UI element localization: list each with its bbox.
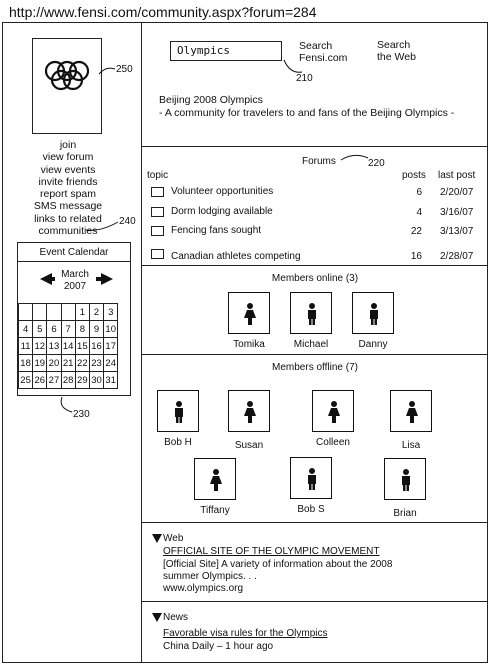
community-description: - A community for travelers to and fans of the Beijing Olympics - bbox=[159, 107, 455, 119]
female-person-icon bbox=[326, 401, 342, 423]
member-card bbox=[286, 457, 336, 515]
member-name[interactable]: Colleen bbox=[316, 437, 350, 448]
calendar-day[interactable]: 15 bbox=[75, 338, 89, 355]
members-offline-heading: Members offline (7) bbox=[272, 362, 358, 373]
ref-210: 210 bbox=[296, 73, 313, 84]
calendar-day[interactable]: 26 bbox=[33, 372, 47, 389]
calendar-day[interactable]: 10 bbox=[104, 321, 118, 338]
male-person-icon bbox=[398, 469, 414, 491]
calendar-year: 2007 bbox=[63, 281, 87, 292]
calendar-day[interactable]: 16 bbox=[89, 338, 103, 355]
related-communities-link[interactable]: links to related bbox=[34, 212, 102, 225]
calendar-day[interactable]: 9 bbox=[89, 321, 103, 338]
ref-230: 230 bbox=[73, 409, 90, 420]
member-avatar[interactable] bbox=[290, 457, 332, 499]
member-card bbox=[153, 390, 203, 448]
forums-heading: Forums bbox=[302, 156, 336, 167]
calendar-day[interactable]: 17 bbox=[104, 338, 118, 355]
forum-last-post: 3/16/07 bbox=[440, 207, 474, 218]
news-result-title-link[interactable]: Favorable visa rules for the Olympics bbox=[163, 628, 328, 639]
calendar-day[interactable]: 14 bbox=[61, 338, 75, 355]
member-name[interactable]: Tiffany bbox=[200, 505, 230, 516]
forum-posts: 22 bbox=[410, 226, 422, 237]
calendar-day[interactable]: 29 bbox=[75, 372, 89, 389]
member-card bbox=[348, 292, 398, 350]
news-section-label: News bbox=[163, 612, 189, 623]
member-avatar[interactable] bbox=[384, 458, 426, 500]
ref-240: 240 bbox=[119, 216, 136, 227]
female-person-icon bbox=[404, 401, 420, 423]
forum-last-post: 3/13/07 bbox=[440, 226, 474, 237]
member-avatar[interactable] bbox=[390, 390, 432, 432]
forum-topic-link[interactable]: Dorm lodging available bbox=[171, 206, 273, 217]
male-person-icon bbox=[304, 303, 320, 325]
calendar-day[interactable]: 11 bbox=[19, 338, 33, 355]
section-divider bbox=[142, 354, 488, 355]
calendar-day[interactable]: 7 bbox=[61, 321, 75, 338]
web-result-title-link[interactable]: OFFICIAL SITE OF THE OLYMPIC MOVEMENT bbox=[163, 546, 380, 557]
member-avatar[interactable] bbox=[290, 292, 332, 334]
news-section-toggle[interactable] bbox=[152, 612, 188, 623]
forum-topic-link[interactable]: Fencing fans sought bbox=[171, 225, 262, 236]
search-web-line2: the Web bbox=[377, 51, 416, 63]
calendar-day[interactable]: 18 bbox=[19, 355, 33, 372]
calendar-month-label bbox=[52, 269, 98, 293]
forum-posts: 4 bbox=[416, 207, 422, 218]
calendar-day[interactable]: 24 bbox=[104, 355, 118, 372]
ref-250: 250 bbox=[116, 64, 133, 75]
calendar-day[interactable]: 27 bbox=[47, 372, 61, 389]
forum-checkbox[interactable] bbox=[151, 226, 164, 236]
member-avatar[interactable] bbox=[352, 292, 394, 334]
search-web-line1: Search bbox=[377, 39, 411, 51]
community-logo bbox=[32, 38, 102, 134]
member-name[interactable]: Lisa bbox=[401, 440, 421, 451]
calendar-day bbox=[19, 304, 33, 321]
calendar-day[interactable]: 22 bbox=[75, 355, 89, 372]
next-month-arrow-icon[interactable] bbox=[101, 273, 113, 285]
web-result-snippet-line1: [Official Site] A variety of information about the 2008 bbox=[163, 559, 393, 570]
search-input[interactable]: Olympics bbox=[170, 41, 282, 61]
posts-column-header: posts bbox=[402, 170, 426, 181]
url-bar[interactable]: http://www.fensi.com/community.aspx?forum=284 bbox=[9, 4, 317, 20]
member-card bbox=[380, 458, 430, 519]
community-title: Beijing 2008 Olympics bbox=[159, 94, 263, 106]
member-avatar[interactable] bbox=[228, 390, 270, 432]
section-divider bbox=[142, 601, 488, 602]
search-fensi-line2: Fensi.com bbox=[299, 52, 348, 64]
leader-line-250 bbox=[98, 60, 118, 80]
forum-checkbox[interactable] bbox=[151, 187, 164, 197]
member-avatar[interactable] bbox=[312, 390, 354, 432]
section-divider bbox=[142, 522, 488, 523]
calendar-day[interactable]: 31 bbox=[104, 372, 118, 389]
calendar-day bbox=[47, 304, 61, 321]
member-name[interactable]: Tomika bbox=[233, 339, 265, 350]
male-person-icon bbox=[171, 401, 187, 423]
members-online-heading: Members online (3) bbox=[271, 273, 359, 284]
forum-posts: 16 bbox=[410, 251, 422, 262]
news-result-source: China Daily – 1 hour ago bbox=[163, 641, 274, 652]
forum-posts: 6 bbox=[416, 187, 422, 198]
calendar-day[interactable]: 4 bbox=[19, 321, 33, 338]
male-person-icon bbox=[304, 468, 320, 490]
calendar-day[interactable]: 13 bbox=[47, 338, 61, 355]
calendar-title: Event Calendar bbox=[39, 247, 109, 258]
expand-triangle-icon bbox=[152, 534, 162, 543]
invite-friends-link[interactable]: invite friends bbox=[38, 175, 98, 188]
member-avatar[interactable] bbox=[157, 390, 199, 432]
report-spam-link[interactable]: report spam bbox=[39, 188, 97, 201]
calendar-month: March bbox=[61, 269, 89, 280]
calendar-day[interactable]: 2 bbox=[89, 304, 103, 321]
calendar-day bbox=[33, 304, 47, 321]
ref-220: 220 bbox=[368, 158, 385, 169]
calendar-day[interactable]: 23 bbox=[89, 355, 103, 372]
calendar-day[interactable]: 12 bbox=[33, 338, 47, 355]
member-name[interactable]: Susan bbox=[234, 440, 264, 451]
view-events-link[interactable]: view events bbox=[40, 163, 96, 176]
member-avatar[interactable] bbox=[194, 458, 236, 500]
search-fensi-line1: Search bbox=[299, 40, 333, 52]
web-section-label: Web bbox=[163, 533, 184, 544]
calendar-day[interactable]: 28 bbox=[61, 372, 75, 389]
last-post-column-header: last post bbox=[438, 170, 476, 181]
web-section-toggle[interactable] bbox=[152, 533, 183, 544]
join-link[interactable]: join bbox=[59, 139, 77, 151]
calendar-day bbox=[61, 304, 75, 321]
prev-month-arrow-icon[interactable] bbox=[40, 273, 52, 285]
leader-line-240 bbox=[84, 218, 124, 234]
expand-triangle-icon bbox=[152, 613, 162, 622]
forum-last-post: 2/20/07 bbox=[440, 187, 474, 198]
view-forum-link[interactable]: view forum bbox=[42, 151, 94, 164]
column-divider bbox=[141, 22, 142, 663]
member-name[interactable]: Danny bbox=[358, 339, 388, 350]
female-person-icon bbox=[242, 303, 258, 325]
member-name[interactable]: Michael bbox=[293, 339, 329, 350]
section-divider bbox=[142, 265, 488, 266]
member-card bbox=[308, 390, 358, 448]
forum-topic-link[interactable]: Canadian athletes competing bbox=[171, 251, 301, 262]
calendar-day[interactable]: 25 bbox=[19, 372, 33, 389]
calendar-day[interactable]: 8 bbox=[75, 321, 89, 338]
female-person-icon bbox=[208, 469, 224, 491]
female-person-icon bbox=[242, 401, 258, 423]
calendar-divider bbox=[18, 261, 130, 262]
member-card bbox=[224, 292, 274, 350]
calendar-day[interactable]: 6 bbox=[47, 321, 61, 338]
member-card bbox=[286, 292, 336, 350]
calendar-day[interactable]: 30 bbox=[89, 372, 103, 389]
web-result-url: www.olympics.org bbox=[163, 583, 244, 594]
calendar-day[interactable]: 21 bbox=[61, 355, 75, 372]
calendar-day[interactable]: 3 bbox=[104, 304, 118, 321]
forum-checkbox[interactable] bbox=[151, 207, 164, 217]
sms-message-link[interactable]: SMS message bbox=[33, 200, 103, 213]
member-avatar[interactable] bbox=[228, 292, 270, 334]
member-card bbox=[224, 390, 274, 451]
olympic-rings-icon bbox=[33, 39, 101, 133]
calendar-day[interactable]: 5 bbox=[33, 321, 47, 338]
calendar-day[interactable]: 1 bbox=[75, 304, 89, 321]
member-name[interactable]: Brian bbox=[393, 508, 417, 519]
member-card bbox=[190, 458, 240, 516]
web-result-snippet-line2: summer Olympics. . . bbox=[163, 571, 257, 582]
search-fensi-link[interactable] bbox=[299, 40, 347, 64]
member-name[interactable]: Bob H bbox=[164, 437, 192, 448]
search-web-link[interactable] bbox=[377, 39, 416, 63]
forum-last-post: 2/28/07 bbox=[440, 251, 474, 262]
topic-column-header: topic bbox=[147, 170, 169, 181]
calendar-day[interactable]: 19 bbox=[33, 355, 47, 372]
related-communities-link-2[interactable]: communities bbox=[38, 225, 98, 238]
member-card bbox=[386, 390, 436, 451]
section-divider bbox=[142, 146, 488, 147]
calendar-grid bbox=[18, 303, 118, 389]
member-name[interactable]: Bob S bbox=[297, 504, 325, 515]
forum-checkbox[interactable] bbox=[151, 249, 164, 259]
male-person-icon bbox=[366, 303, 382, 325]
calendar-day[interactable]: 20 bbox=[47, 355, 61, 372]
forum-topic-link[interactable]: Volunteer opportunities bbox=[171, 186, 274, 197]
event-calendar bbox=[17, 242, 131, 396]
